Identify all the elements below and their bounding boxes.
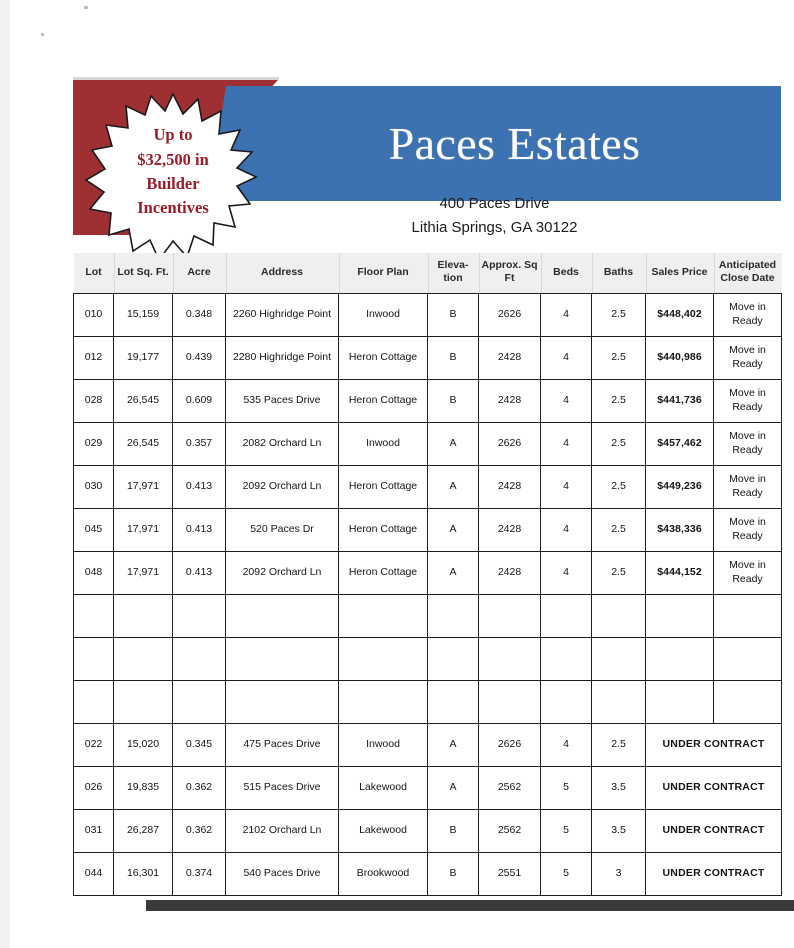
cell-close-date xyxy=(714,508,782,551)
table-row-empty xyxy=(74,637,782,680)
cell-lot-sq-ft: 19,177 xyxy=(114,336,173,379)
cell-lot: 010 xyxy=(74,293,114,336)
cell-empty xyxy=(428,637,479,680)
cell-baths: 2.5 xyxy=(592,465,646,508)
table-row xyxy=(74,336,782,379)
cell-empty xyxy=(541,594,592,637)
cell-elevation: A xyxy=(428,551,479,594)
cell-approx-sq-ft: 2428 xyxy=(479,379,541,422)
cell-empty xyxy=(226,637,339,680)
cell-empty xyxy=(428,680,479,723)
elevation-header-line-2: tion xyxy=(443,272,463,285)
column-header-approx-sq-ft xyxy=(479,253,541,293)
cell-lot: 012 xyxy=(74,336,114,379)
column-header-lot: Lot xyxy=(74,253,114,293)
table-row xyxy=(74,551,782,594)
cell-address: 475 Paces Drive xyxy=(226,723,339,766)
cell-close-date xyxy=(714,293,782,336)
column-header-sales-price: Sales Price xyxy=(646,253,714,293)
cell-sales-price: $440,986 xyxy=(646,336,714,379)
cell-baths: 2.5 xyxy=(592,723,646,766)
cell-lot: 026 xyxy=(74,766,114,809)
close-date-line-1: Move in xyxy=(729,344,766,357)
close-date-line-2: Ready xyxy=(732,357,763,370)
cell-baths: 3 xyxy=(592,852,646,895)
cell-address: 2092 Orchard Ln xyxy=(226,465,339,508)
cell-empty xyxy=(226,594,339,637)
cell-elevation: B xyxy=(428,336,479,379)
cell-elevation: A xyxy=(428,723,479,766)
table-row xyxy=(74,508,782,551)
close-date-line-1: Move in xyxy=(729,559,766,572)
cell-beds: 5 xyxy=(541,809,592,852)
cell-baths: 2.5 xyxy=(592,422,646,465)
column-header-anticipated-close-date xyxy=(714,253,782,293)
cell-sales-price: $441,736 xyxy=(646,379,714,422)
cell-approx-sq-ft: 2626 xyxy=(479,422,541,465)
cell-elevation: B xyxy=(428,852,479,895)
table-row xyxy=(74,422,782,465)
close-date-line-2: Ready xyxy=(732,443,763,456)
cell-empty xyxy=(226,680,339,723)
cell-baths: 2.5 xyxy=(592,508,646,551)
cell-empty xyxy=(479,594,541,637)
masthead-top-hairline xyxy=(73,77,279,80)
cell-empty xyxy=(114,637,173,680)
cell-elevation: A xyxy=(428,766,479,809)
cell-lot: 045 xyxy=(74,508,114,551)
status-badge: UNDER CONTRACT xyxy=(646,723,782,766)
cell-floor-plan: Brookwood xyxy=(339,852,428,895)
cell-approx-sq-ft: 2428 xyxy=(479,551,541,594)
status-badge: UNDER CONTRACT xyxy=(646,766,782,809)
cell-address: 540 Paces Drive xyxy=(226,852,339,895)
cell-beds: 4 xyxy=(541,465,592,508)
cell-acre: 0.413 xyxy=(173,465,226,508)
cell-empty xyxy=(74,637,114,680)
table-row xyxy=(74,293,782,336)
cell-address: 515 Paces Drive xyxy=(226,766,339,809)
cell-close-date xyxy=(714,422,782,465)
table-row xyxy=(74,379,782,422)
cell-baths: 3.5 xyxy=(592,766,646,809)
cell-floor-plan: Heron Cottage xyxy=(339,465,428,508)
cell-floor-plan: Inwood xyxy=(339,723,428,766)
status-badge: UNDER CONTRACT xyxy=(646,852,782,895)
cell-approx-sq-ft: 2626 xyxy=(479,723,541,766)
table-header-row xyxy=(74,253,782,293)
cell-floor-plan: Inwood xyxy=(339,422,428,465)
cell-empty xyxy=(428,594,479,637)
cell-lot: 022 xyxy=(74,723,114,766)
close-date-line-1: Move in xyxy=(729,387,766,400)
cell-lot: 028 xyxy=(74,379,114,422)
cell-approx-sq-ft: 2562 xyxy=(479,766,541,809)
cell-elevation: A xyxy=(428,465,479,508)
community-address xyxy=(208,192,781,241)
cell-approx-sq-ft: 2428 xyxy=(479,508,541,551)
cell-empty xyxy=(646,680,714,723)
table-header xyxy=(74,253,782,293)
cell-address: 2082 Orchard Ln xyxy=(226,422,339,465)
table-row-empty xyxy=(74,594,782,637)
cell-empty xyxy=(592,637,646,680)
cell-close-date xyxy=(714,336,782,379)
cell-acre: 0.374 xyxy=(173,852,226,895)
cell-empty xyxy=(339,680,428,723)
cell-close-date xyxy=(714,551,782,594)
cell-sales-price: $444,152 xyxy=(646,551,714,594)
cell-baths: 2.5 xyxy=(592,293,646,336)
cell-floor-plan: Inwood xyxy=(339,293,428,336)
cell-address: 520 Paces Dr xyxy=(226,508,339,551)
close-date-line-1: Move in xyxy=(729,301,766,314)
cell-lot-sq-ft: 26,545 xyxy=(114,379,173,422)
cell-elevation: B xyxy=(428,293,479,336)
cell-acre: 0.348 xyxy=(173,293,226,336)
cell-acre: 0.413 xyxy=(173,508,226,551)
close-date-line-2: Ready xyxy=(732,486,763,499)
badge-line-4: Incentives xyxy=(137,198,209,218)
cell-floor-plan: Heron Cottage xyxy=(339,508,428,551)
cell-floor-plan: Heron Cottage xyxy=(339,379,428,422)
cell-lot-sq-ft: 17,971 xyxy=(114,551,173,594)
cell-close-date xyxy=(714,465,782,508)
cell-beds: 4 xyxy=(541,336,592,379)
cell-approx-sq-ft: 2626 xyxy=(479,293,541,336)
close-date-line-2: Ready xyxy=(732,400,763,413)
cell-empty xyxy=(541,637,592,680)
cell-empty xyxy=(114,680,173,723)
cell-empty xyxy=(714,594,782,637)
builder-incentive-badge xyxy=(84,92,262,267)
cell-empty xyxy=(173,594,226,637)
cell-acre: 0.413 xyxy=(173,551,226,594)
cell-empty xyxy=(714,637,782,680)
cell-acre: 0.362 xyxy=(173,766,226,809)
cell-lot-sq-ft: 17,971 xyxy=(114,465,173,508)
cell-lot: 029 xyxy=(74,422,114,465)
approx-header-line-2: Ft xyxy=(504,272,515,285)
cell-lot: 048 xyxy=(74,551,114,594)
table-body xyxy=(74,293,782,895)
badge-line-1: Up to xyxy=(153,125,193,145)
column-header-beds: Beds xyxy=(541,253,592,293)
page-title: Paces Estates xyxy=(388,117,641,169)
column-header-acre: Acre xyxy=(173,253,226,293)
cell-empty xyxy=(173,637,226,680)
cell-floor-plan: Lakewood xyxy=(339,766,428,809)
column-header-elevation xyxy=(428,253,479,293)
inventory-sheet xyxy=(73,253,781,896)
cell-baths: 3.5 xyxy=(592,809,646,852)
column-header-lot-sq-ft: Lot Sq. Ft. xyxy=(114,253,173,293)
cell-acre: 0.362 xyxy=(173,809,226,852)
sheet-bottom-shadow-bar xyxy=(146,900,794,911)
badge-line-2: $32,500 in xyxy=(137,149,209,169)
cell-elevation: A xyxy=(428,422,479,465)
cell-beds: 4 xyxy=(541,379,592,422)
cell-floor-plan: Lakewood xyxy=(339,809,428,852)
cell-empty xyxy=(592,594,646,637)
cell-beds: 4 xyxy=(541,508,592,551)
cell-lot-sq-ft: 19,835 xyxy=(114,766,173,809)
cell-address: 2260 Highridge Point xyxy=(226,293,339,336)
table-row xyxy=(74,465,782,508)
close-date-line-1: Move in xyxy=(729,516,766,529)
cell-address: 2092 Orchard Ln xyxy=(226,551,339,594)
cell-elevation: A xyxy=(428,508,479,551)
cell-beds: 4 xyxy=(541,422,592,465)
cell-sales-price: $449,236 xyxy=(646,465,714,508)
cell-empty xyxy=(479,637,541,680)
cell-empty xyxy=(541,680,592,723)
cell-lot: 030 xyxy=(74,465,114,508)
close-date-line-2: Ready xyxy=(732,314,763,327)
cell-baths: 2.5 xyxy=(592,379,646,422)
cell-elevation: B xyxy=(428,379,479,422)
table-row xyxy=(74,723,782,766)
column-header-floor-plan: Floor Plan xyxy=(339,253,428,293)
cell-empty xyxy=(714,680,782,723)
cell-empty xyxy=(646,637,714,680)
cell-approx-sq-ft: 2551 xyxy=(479,852,541,895)
cell-beds: 4 xyxy=(541,551,592,594)
cell-lot-sq-ft: 15,159 xyxy=(114,293,173,336)
status-badge: UNDER CONTRACT xyxy=(646,809,782,852)
masthead xyxy=(0,70,794,250)
cell-beds: 4 xyxy=(541,293,592,336)
cell-acre: 0.357 xyxy=(173,422,226,465)
cell-empty xyxy=(339,637,428,680)
address-line-1: 400 Paces Drive xyxy=(439,195,550,212)
cell-elevation: B xyxy=(428,809,479,852)
close-date-line-1: Move in xyxy=(729,473,766,486)
cell-lot-sq-ft: 16,301 xyxy=(114,852,173,895)
inventory-table xyxy=(73,253,782,896)
elevation-header-line-1: Eleva- xyxy=(437,259,469,272)
cell-empty xyxy=(74,680,114,723)
cell-empty xyxy=(479,680,541,723)
cell-lot-sq-ft: 26,287 xyxy=(114,809,173,852)
close-header-line-1: Anticipated xyxy=(718,259,777,272)
starburst-icon xyxy=(84,92,262,267)
cell-address: 2102 Orchard Ln xyxy=(226,809,339,852)
cell-empty xyxy=(114,594,173,637)
cell-close-date xyxy=(714,379,782,422)
close-date-line-1: Move in xyxy=(729,430,766,443)
scan-speck xyxy=(41,33,44,36)
cell-empty xyxy=(592,680,646,723)
table-row xyxy=(74,766,782,809)
cell-approx-sq-ft: 2428 xyxy=(479,465,541,508)
cell-empty xyxy=(173,680,226,723)
cell-lot-sq-ft: 26,545 xyxy=(114,422,173,465)
cell-empty xyxy=(74,594,114,637)
cell-acre: 0.609 xyxy=(173,379,226,422)
table-row xyxy=(74,852,782,895)
cell-beds: 4 xyxy=(541,723,592,766)
close-header-line-2: Close Date xyxy=(720,272,775,285)
cell-lot: 044 xyxy=(74,852,114,895)
cell-floor-plan: Heron Cottage xyxy=(339,336,428,379)
cell-baths: 2.5 xyxy=(592,336,646,379)
cell-lot-sq-ft: 15,020 xyxy=(114,723,173,766)
cell-acre: 0.345 xyxy=(173,723,226,766)
table-row-empty xyxy=(74,680,782,723)
cell-approx-sq-ft: 2562 xyxy=(479,809,541,852)
cell-baths: 2.5 xyxy=(592,551,646,594)
cell-empty xyxy=(339,594,428,637)
column-header-baths: Baths xyxy=(592,253,646,293)
close-date-line-2: Ready xyxy=(732,572,763,585)
approx-header-line-1: Approx. Sq xyxy=(481,259,538,272)
cell-lot: 031 xyxy=(74,809,114,852)
address-line-2: Lithia Springs, GA 30122 xyxy=(411,219,578,237)
cell-beds: 5 xyxy=(541,852,592,895)
cell-floor-plan: Heron Cottage xyxy=(339,551,428,594)
scan-speck xyxy=(84,6,88,9)
cell-address: 2280 Highridge Point xyxy=(226,336,339,379)
column-header-address: Address xyxy=(226,253,339,293)
cell-sales-price: $438,336 xyxy=(646,508,714,551)
cell-sales-price: $457,462 xyxy=(646,422,714,465)
badge-line-3: Builder xyxy=(146,174,200,193)
table-row xyxy=(74,809,782,852)
cell-empty xyxy=(646,594,714,637)
cell-beds: 5 xyxy=(541,766,592,809)
cell-approx-sq-ft: 2428 xyxy=(479,336,541,379)
cell-sales-price: $448,402 xyxy=(646,293,714,336)
close-date-line-2: Ready xyxy=(732,529,763,542)
cell-acre: 0.439 xyxy=(173,336,226,379)
cell-address: 535 Paces Drive xyxy=(226,379,339,422)
cell-lot-sq-ft: 17,971 xyxy=(114,508,173,551)
